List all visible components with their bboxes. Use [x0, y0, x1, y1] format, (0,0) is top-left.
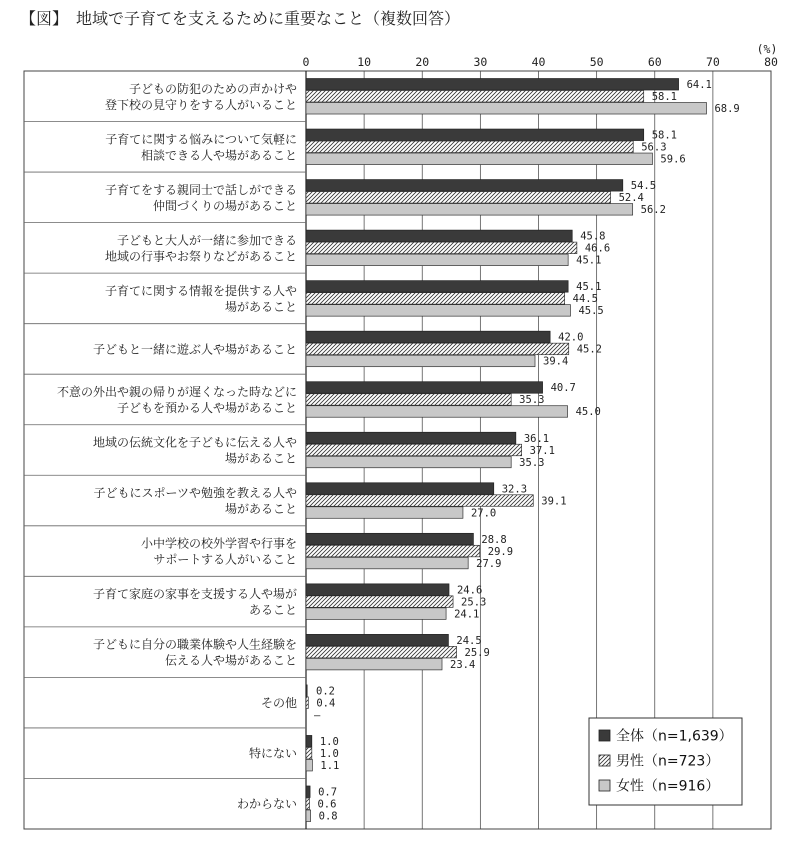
data-label: 32.3: [501, 483, 528, 496]
category-label: 場があること: [224, 502, 297, 517]
data-label: 39.4: [543, 355, 569, 368]
category-label: サポートする人がいること: [153, 552, 297, 567]
bar-female: [306, 103, 706, 115]
category-label: 場があること: [224, 451, 297, 466]
bar-all: [306, 129, 644, 141]
category-label: 地域の伝統文化を子どもに伝える人や: [92, 435, 297, 450]
bar-male: [306, 596, 453, 608]
bar-all: [306, 230, 572, 242]
bar-all: [306, 786, 310, 798]
data-label: 29.9: [487, 545, 514, 558]
data-label: 56.2: [640, 204, 666, 217]
bar-female: [306, 608, 446, 620]
bar-female: [306, 305, 570, 317]
data-label: 45.1: [576, 281, 602, 294]
bar-male: [306, 242, 577, 254]
data-label: 46.6: [584, 242, 611, 255]
bar-male: [306, 545, 480, 557]
x-tick-label: 30: [473, 55, 488, 69]
data-label: 52.4: [618, 192, 644, 205]
bar-male: [306, 192, 611, 204]
data-label: 59.6: [660, 153, 686, 166]
category-label: 子どもと一緒に遊ぶ人や場があること: [92, 342, 297, 357]
bar-all: [306, 79, 679, 91]
data-label: 1.0: [319, 747, 339, 760]
data-label: 24.1: [454, 608, 480, 621]
legend-swatch: [599, 780, 610, 791]
category-label: 特にない: [248, 746, 297, 761]
category-label: あること: [248, 603, 297, 618]
data-label: 64.1: [686, 79, 712, 92]
data-label: 0.4: [316, 697, 336, 710]
legend-label: 男性（n=723）: [616, 753, 720, 770]
category-label: 子どもと大人が一緒に参加できる: [116, 233, 297, 248]
bar-female: [306, 355, 535, 367]
bar-male: [306, 394, 511, 406]
x-tick-label: 20: [415, 55, 430, 69]
x-tick-label: 50: [589, 55, 604, 69]
bar-all: [306, 432, 516, 444]
bar-female: [306, 759, 312, 771]
bar-all: [306, 584, 449, 596]
data-label: 39.1: [541, 495, 567, 508]
data-label: 0.7: [318, 786, 338, 799]
bar-male: [306, 697, 308, 709]
data-label: 28.8: [481, 533, 507, 546]
category-label: 子どもにスポーツや勉強を教える人や: [93, 486, 297, 501]
x-tick-label: 10: [357, 55, 372, 69]
category-label: 相談できる人や場があること: [140, 148, 297, 163]
x-tick-label: 70: [705, 55, 720, 69]
data-label: 45.5: [578, 305, 604, 318]
data-label: 45.8: [580, 230, 606, 243]
category-label: その他: [260, 696, 297, 711]
bar-female: [306, 557, 468, 569]
category-label: 場があること: [224, 299, 297, 314]
legend-label: 全体（n=1,639）: [616, 728, 733, 745]
bar-female: [306, 406, 568, 418]
x-tick-label: 80: [764, 55, 778, 69]
x-tick-label: 40: [531, 55, 546, 69]
category-label: 子育てをする親同士で話しができる: [104, 182, 297, 197]
data-label: 23.4: [450, 658, 476, 671]
data-label: 44.5: [572, 293, 598, 306]
data-label: 45.1: [576, 254, 602, 267]
bar-female: [306, 204, 633, 216]
x-tick-label: 60: [647, 55, 662, 69]
data-label: 35.3: [519, 456, 545, 469]
category-label: 子育てに関する情報を提供する人や: [104, 283, 297, 298]
category-label: 子育て家庭の家事を支援する人や場が: [92, 587, 297, 602]
data-label: –: [314, 709, 321, 722]
legend-swatch: [599, 730, 610, 741]
data-label: 24.6: [456, 584, 483, 597]
bar-all: [306, 735, 312, 747]
data-label: 1.1: [320, 759, 340, 772]
data-label: 40.7: [550, 382, 576, 395]
legend-label: 女性（n=916）: [616, 778, 720, 795]
bar-male: [306, 141, 633, 153]
data-label: 37.1: [529, 444, 555, 457]
bar-all: [306, 180, 623, 192]
data-label: 42.0: [558, 331, 584, 344]
unit-label: (%): [756, 42, 778, 56]
data-label: 58.1: [651, 91, 678, 104]
category-label: 伝える人や場があること: [164, 653, 297, 668]
category-label: 子育てに関する悩みについて気軽に: [105, 132, 297, 147]
data-label: 0.2: [316, 685, 335, 698]
data-label: 27.0: [470, 507, 497, 520]
bar-male: [306, 747, 312, 759]
category-label: 小中学校の校外学習や行事を: [140, 536, 297, 551]
data-label: 0.8: [318, 810, 338, 823]
category-label: 登下校の見守りをする人がいること: [104, 97, 297, 112]
bar-female: [306, 254, 568, 266]
bar-male: [306, 495, 533, 507]
category-label: 子どもを預かる人や場があること: [116, 400, 297, 415]
bar-all: [306, 533, 473, 545]
category-label: 子どもに自分の職業体験や人生経験を: [92, 637, 297, 652]
bar-female: [306, 658, 442, 670]
data-label: 56.3: [641, 141, 667, 154]
bar-male: [306, 343, 569, 355]
bar-female: [306, 507, 463, 519]
data-label: 35.3: [519, 394, 545, 407]
category-label: 地域の行事やお祭りなどがあること: [104, 249, 297, 264]
data-label: 36.1: [523, 432, 550, 445]
bar-female: [306, 456, 511, 468]
bar-all: [306, 281, 568, 293]
data-label: 0.6: [317, 798, 337, 811]
category-label: 不意の外出や親の帰りが遅くなった時などに: [56, 384, 297, 399]
data-label: 1.0: [319, 735, 339, 748]
bar-male: [306, 293, 565, 305]
bar-female: [306, 810, 311, 822]
bar-male: [306, 91, 644, 103]
bar-male: [306, 646, 457, 658]
data-label: 27.9: [476, 557, 502, 570]
category-label: 子どもの防犯のための声かけや: [128, 81, 297, 96]
chart-title: 【図】 地域で子育てを支えるために重要なこと（複数回答）: [20, 9, 461, 28]
data-label: 45.0: [575, 406, 601, 419]
bar-all: [306, 382, 543, 394]
bar-male: [306, 798, 309, 810]
bar-male: [306, 444, 522, 456]
data-label: 58.1: [651, 129, 678, 142]
legend-swatch: [599, 755, 610, 766]
x-tick-label: 0: [302, 55, 310, 69]
data-label: 54.5: [630, 180, 657, 193]
data-label: 24.5: [456, 634, 482, 647]
data-label: 68.9: [714, 103, 740, 116]
bar-all: [306, 685, 307, 697]
bar-all: [306, 483, 494, 495]
data-label: 45.2: [576, 343, 603, 356]
bar-female: [306, 153, 652, 165]
category-label: わからない: [236, 797, 297, 812]
data-label: 25.9: [464, 646, 490, 659]
bar-all: [306, 331, 550, 343]
category-label: 仲間づくりの場があること: [152, 198, 297, 213]
bar-all: [306, 634, 448, 646]
data-label: 25.3: [461, 596, 487, 609]
